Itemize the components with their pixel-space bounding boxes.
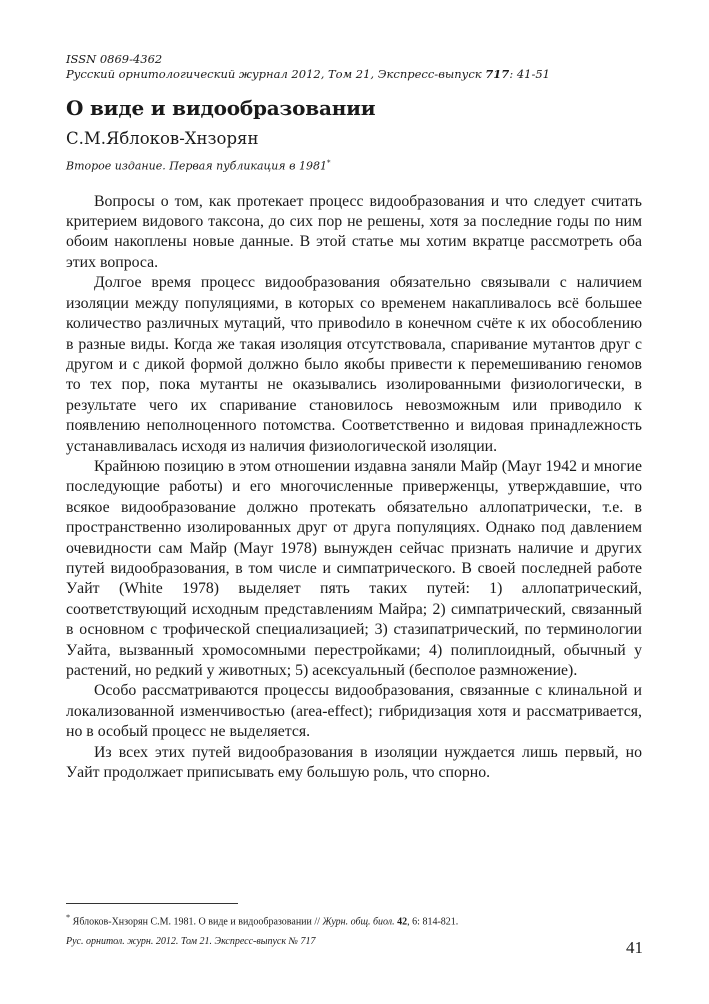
footnote-volume: 42 xyxy=(397,916,408,928)
page-footer: Рус. орнитол. журн. 2012. Том 21. Экспресс-выпуск № 717 xyxy=(66,936,316,947)
journal-name: Русский орнитологический журнал 2012, Том 21, Экспресс-выпуск xyxy=(66,67,486,81)
page xyxy=(66,52,642,783)
issn: ISSN 0869-4362 xyxy=(66,52,163,66)
footnote-journal: Журн. общ. биол. xyxy=(322,916,395,928)
page-number: 41 xyxy=(626,938,643,957)
article-author: С.М.Яблоков-Хнзорян xyxy=(66,129,259,148)
paragraph: Из всех этих путей видообразования в изоляции нуждается лишь первый, но Уайт продолжает приписывать ему большую роль, что спорно. xyxy=(66,743,642,782)
paragraph: Крайнюю позицию в этом отношении издавна заняли Майр (Mayr 1942 и многие последующие работы) и его многочисленные приверженцы, утверждавшие, что всякое видообразование должно протекать обязательно аллопатрически, т.е. в пространственно изолированных друг от друга популяциях. Однако под давлением очевидности сам Майр (Mayr 1978) вынужден сейчас признать наличие и других путей видообразования, в том числе и симпатрического. В своей последней работе Уайт (White 1978) выделяет пять таких путей: 1) аллопатрический, соответствующий исходным представлениям Майра; 2) симпатрический, связанный в основном с трофической специализацией; 3) стазипатрический, по терминологии Уайта, вызванный хромосомными перестройками; 4) полиплоидный, обычный у растений, но редкий у животных; 5) асексуальный (бесполое размножение). xyxy=(66,457,642,679)
article-body xyxy=(66,192,642,784)
article-title: О виде и видообразовании xyxy=(66,96,376,120)
paragraph: Долгое время процесс видообразования обязательно связывали с наличием изоляции между популяциями, в которых со временем накапливалось всё большее количество различных мутаций, что привоdило в конечном счёте к их обособлению в разные виды. Когда же такая изоляция отсутствовала, спаривание мутантов друг с другом и с дикой формой должно было якобы привести к перемешиванию геномов то тех пор, пока мутанты не оказывались изолированными физиологически, в результате чего их спаривание становилось невозможным или приводило к появлению неполноценного потомства. Соответственно и видовая принадлежность устанавливалась исходя из наличия физиологической изоляции. xyxy=(66,274,642,455)
page-range: : 41-51 xyxy=(509,67,550,81)
footnote-rest: , 6: 814-821. xyxy=(407,916,459,928)
edition-text: Второе издание. Первая публикация в 1981 xyxy=(66,159,327,173)
issue-number: 717 xyxy=(485,67,510,81)
paragraph: Вопросы о том, как протекает процесс видообразования и что следует считать критерием видового таксона, до сих пор не решены, хотя за последние годы по ним обоим накоплены новые данные. В этой статье мы хотим вкратце рассмотреть оба этих вопроса. xyxy=(66,192,642,271)
footnote-text: Яблоков-Хнзорян С.М. 1981. О виде и видообразовании // xyxy=(70,916,323,928)
journal-header xyxy=(66,52,642,82)
journal-citation xyxy=(66,67,642,82)
footnote-marker: * xyxy=(326,159,331,167)
footnote xyxy=(66,911,646,928)
paragraph: Особо рассматриваются процессы видообразования, связанные с клинальной и локализованной изменчивостью (area-effect); гибридизация хотя и рассматривается, но в особый процесс не выделяется. xyxy=(66,682,642,741)
footnote-mark: * xyxy=(66,913,71,922)
edition-note xyxy=(66,156,642,174)
footnote-divider xyxy=(66,903,238,904)
